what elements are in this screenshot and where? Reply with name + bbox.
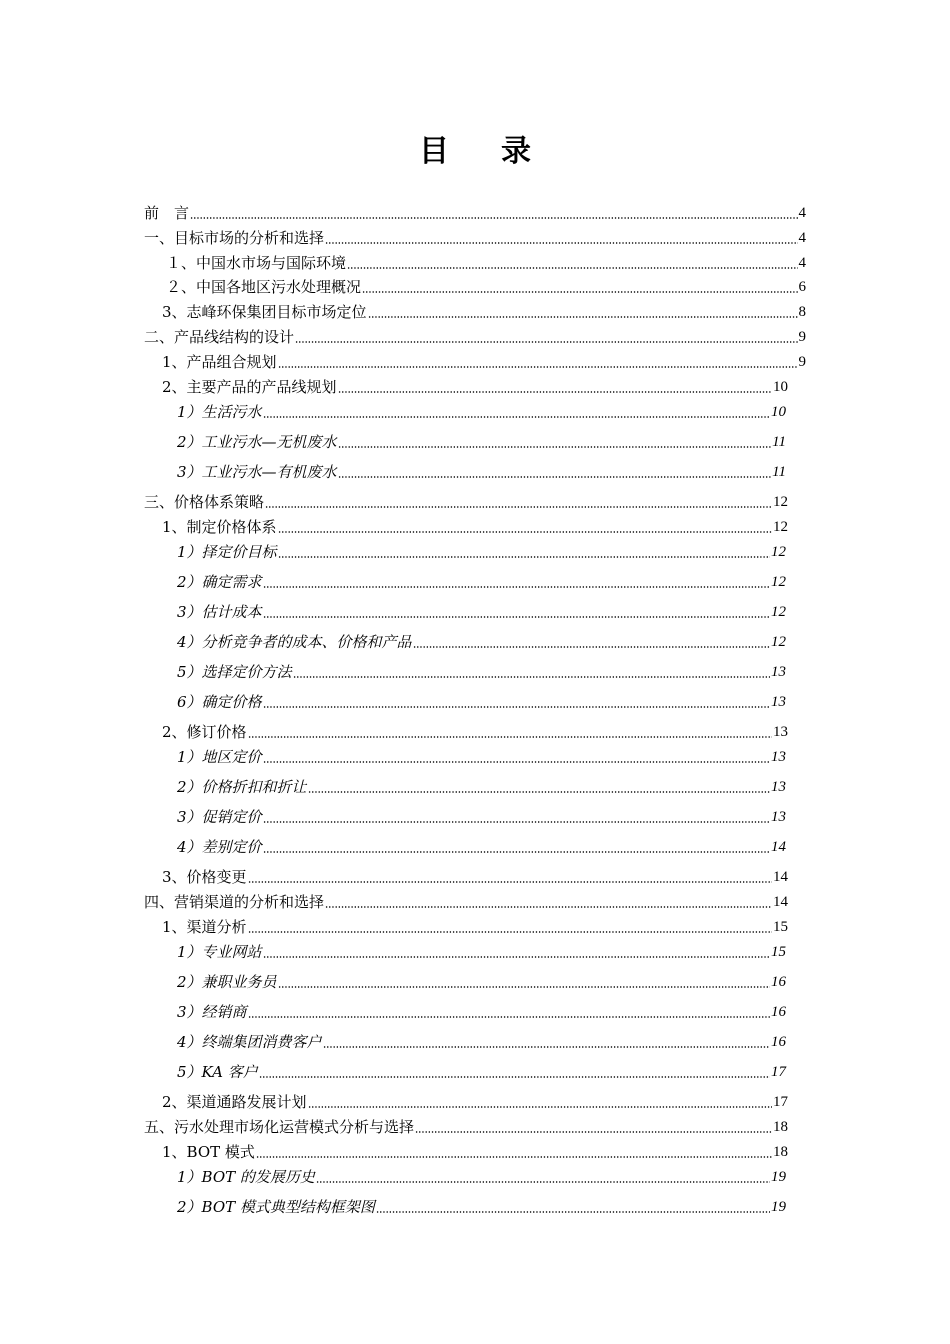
toc-entry-page: 13 — [771, 664, 786, 680]
toc-entry-label: 五、污水处理市场化运营模式分析与选择 — [144, 1118, 415, 1136]
toc-entry[interactable] — [177, 1196, 786, 1218]
toc-entry-label: 1）专业网站 — [177, 943, 262, 961]
toc-entry[interactable] — [144, 326, 806, 348]
toc-leader-dots — [190, 217, 797, 219]
toc-leader-dots — [263, 416, 770, 418]
toc-leader-dots — [308, 791, 770, 793]
toc-leader-dots — [263, 851, 770, 853]
toc-leader-dots — [368, 316, 798, 318]
toc-leader-dots — [248, 931, 772, 933]
toc-leader-dots — [293, 676, 770, 678]
toc-entry-page: 12 — [773, 519, 788, 535]
toc-leader-dots — [278, 531, 772, 533]
toc-leader-dots — [325, 906, 772, 908]
toc-entry-label: 3）工业污水—有机废水 — [177, 463, 337, 481]
toc-leader-dots — [278, 366, 798, 368]
toc-entry-page: 18 — [773, 1144, 788, 1160]
toc-entry-page: 12 — [771, 574, 786, 590]
toc-entry[interactable] — [177, 806, 786, 828]
toc-leader-dots — [338, 476, 772, 478]
toc-entry[interactable] — [177, 1166, 786, 1188]
toc-leader-dots — [295, 341, 797, 343]
toc-entry-page: 16 — [771, 1034, 786, 1050]
toc-entry-label: 一、目标市场的分析和选择 — [144, 229, 325, 247]
toc-entry[interactable] — [162, 516, 788, 538]
toc-entry-label: 2）确定需求 — [177, 573, 262, 591]
toc-leader-dots — [413, 646, 770, 648]
toc-leader-dots — [308, 1106, 772, 1108]
toc-entry[interactable] — [144, 1116, 788, 1138]
toc-entry-page: 4 — [798, 230, 806, 246]
toc-entry-page: 6 — [798, 279, 806, 295]
toc-entry[interactable] — [177, 746, 786, 768]
toc-entry-page: 19 — [771, 1199, 786, 1215]
toc-entry-label: １、中国水市场与国际环境 — [166, 254, 347, 272]
toc-leader-dots — [259, 1076, 770, 1078]
toc-leader-dots — [263, 761, 770, 763]
toc-entry[interactable] — [177, 1061, 786, 1083]
toc-entry-label: 1）地区定价 — [177, 748, 262, 766]
toc-entry-page: 14 — [773, 894, 788, 910]
toc-leader-dots — [263, 956, 770, 958]
toc-entry-label: 5）选择定价方法 — [177, 663, 292, 681]
toc-entry[interactable] — [177, 661, 786, 683]
toc-entry-page: 13 — [771, 694, 786, 710]
toc-entry[interactable] — [144, 491, 788, 513]
toc-entry-label: 四、营销渠道的分析和选择 — [144, 893, 325, 911]
toc-entry-label: 3）促销定价 — [177, 808, 262, 826]
toc-entry-page: 16 — [771, 974, 786, 990]
toc-entry-label: 4）终端集团消费客户 — [177, 1033, 322, 1051]
toc-entry-page: 12 — [773, 494, 788, 510]
toc-entry-page: 13 — [773, 724, 788, 740]
toc-entry-page: 4 — [798, 255, 806, 271]
toc-leader-dots — [248, 1016, 770, 1018]
toc-leader-dots — [338, 446, 772, 448]
toc-leader-dots — [248, 736, 772, 738]
toc-entry-page: 10 — [771, 404, 786, 420]
toc-entry-label: 1、产品组合规划 — [162, 353, 277, 371]
toc-entry-page: 14 — [773, 869, 788, 885]
toc-entry-label: 4）差别定价 — [177, 838, 262, 856]
toc-leader-dots — [263, 821, 770, 823]
toc-entry[interactable] — [177, 401, 786, 423]
toc-entry[interactable] — [162, 916, 788, 938]
toc-leader-dots — [347, 267, 797, 269]
toc-entry-label: 二、产品线结构的设计 — [144, 328, 295, 346]
toc-entry-label: 1、渠道分析 — [162, 918, 247, 936]
toc-entry[interactable] — [162, 351, 806, 373]
toc-entry[interactable] — [177, 776, 786, 798]
toc-entry-page: 12 — [771, 604, 786, 620]
toc-entry-label: 3、志峰环保集团目标市场定位 — [162, 303, 367, 321]
toc-leader-dots — [263, 706, 770, 708]
toc-entry-label: 1）生活污水 — [177, 403, 262, 421]
toc-entry[interactable] — [177, 601, 786, 623]
toc-entry[interactable] — [177, 1031, 786, 1053]
toc-entry[interactable] — [177, 431, 786, 453]
toc-entry-label: 1、BOT 模式 — [162, 1143, 255, 1161]
toc-entry[interactable] — [162, 1091, 788, 1113]
toc-entry-page: 9 — [798, 354, 806, 370]
toc-entry[interactable] — [177, 461, 786, 483]
toc-entry[interactable] — [177, 691, 786, 713]
toc-entry-label: 3）经销商 — [177, 1003, 247, 1021]
toc-entry-label: 1、制定价格体系 — [162, 518, 277, 536]
toc-entry-page: 17 — [773, 1094, 788, 1110]
toc-entry-page: 16 — [771, 1004, 786, 1020]
toc-entry-page: 18 — [773, 1119, 788, 1135]
toc-leader-dots — [278, 556, 770, 558]
toc-leader-dots — [263, 586, 770, 588]
toc-entry[interactable] — [162, 1141, 788, 1163]
toc-leader-dots — [415, 1131, 772, 1133]
toc-leader-dots — [248, 881, 772, 883]
toc-entry-label: 2）兼职业务员 — [177, 973, 277, 991]
toc-title-char-2: 录 — [501, 134, 531, 169]
toc-entry-page: 13 — [771, 809, 786, 825]
toc-entry-page: 12 — [771, 544, 786, 560]
toc-entry-page: 11 — [772, 464, 786, 480]
toc-leader-dots — [256, 1156, 772, 1158]
toc-entry-page: 9 — [798, 329, 806, 345]
toc-entry-label: 2）BOT 模式典型结构框架图 — [177, 1198, 375, 1216]
toc-leader-dots — [278, 986, 770, 988]
toc-entry-label: 三、价格体系策略 — [144, 493, 265, 511]
toc-entry-page: 11 — [772, 434, 786, 450]
toc-entry[interactable] — [177, 631, 786, 653]
toc-entry-page: 12 — [771, 634, 786, 650]
toc-entry-label: 1）择定价目标 — [177, 543, 277, 561]
toc-entry-page: 15 — [771, 944, 786, 960]
toc-entry-page: 13 — [771, 749, 786, 765]
toc-entry[interactable] — [162, 376, 788, 398]
toc-leader-dots — [265, 506, 772, 508]
toc-entry-page: 13 — [771, 779, 786, 795]
toc-entry-label: 2、主要产品的产品线规划 — [162, 378, 337, 396]
toc-entry-page: 10 — [773, 379, 788, 395]
toc-entry[interactable] — [144, 202, 806, 224]
toc-entry[interactable] — [162, 301, 806, 323]
toc-entry-label: 3、价格变更 — [162, 868, 247, 886]
toc-leader-dots — [323, 1046, 770, 1048]
toc-title — [0, 130, 950, 174]
toc-entry-label: ２、中国各地区污水处理概况 — [166, 278, 362, 296]
toc-leader-dots — [263, 616, 770, 618]
toc-entry-label: 3）估计成本 — [177, 603, 262, 621]
toc-entry-label: 4）分析竞争者的成本、价格和产品 — [177, 633, 412, 651]
toc-entry-page: 15 — [773, 919, 788, 935]
toc-entry[interactable] — [144, 227, 806, 249]
toc-entry[interactable] — [177, 836, 786, 858]
toc-entry[interactable] — [177, 571, 786, 593]
toc-entry[interactable] — [162, 866, 788, 888]
toc-entry-label: 6）确定价格 — [177, 693, 262, 711]
toc-title-char-1: 目 — [419, 134, 449, 169]
toc-leader-dots — [316, 1181, 770, 1183]
toc-entry[interactable] — [166, 252, 806, 274]
toc-entry[interactable] — [144, 891, 788, 913]
toc-entry-label: 2、修订价格 — [162, 723, 247, 741]
toc-entry-label: 5）KA 客户 — [177, 1063, 258, 1081]
toc-entry-label: 2）工业污水—无机废水 — [177, 433, 337, 451]
toc-entry[interactable] — [162, 721, 788, 743]
toc-entry[interactable] — [177, 971, 786, 993]
toc-entry-label: 2、渠道通路发展计划 — [162, 1093, 307, 1111]
toc-leader-dots — [362, 291, 797, 293]
toc-entry-page: 14 — [771, 839, 786, 855]
toc-leader-dots — [338, 391, 772, 393]
toc-entry[interactable] — [177, 541, 786, 563]
toc-leader-dots — [325, 242, 797, 244]
toc-entry-label: 2）价格折扣和折让 — [177, 778, 307, 796]
toc-entry-label: 前 言 — [144, 204, 190, 222]
toc-entry[interactable] — [177, 1001, 786, 1023]
toc-leader-dots — [376, 1211, 770, 1213]
toc-entry-page: 19 — [771, 1169, 786, 1185]
toc-entry-page: 4 — [798, 205, 806, 221]
toc-entry-page: 8 — [798, 304, 806, 320]
toc-entry[interactable] — [166, 276, 806, 298]
toc-entry-page: 17 — [771, 1064, 786, 1080]
toc-entry[interactable] — [177, 941, 786, 963]
toc-entry-label: 1）BOT 的发展历史 — [177, 1168, 315, 1186]
